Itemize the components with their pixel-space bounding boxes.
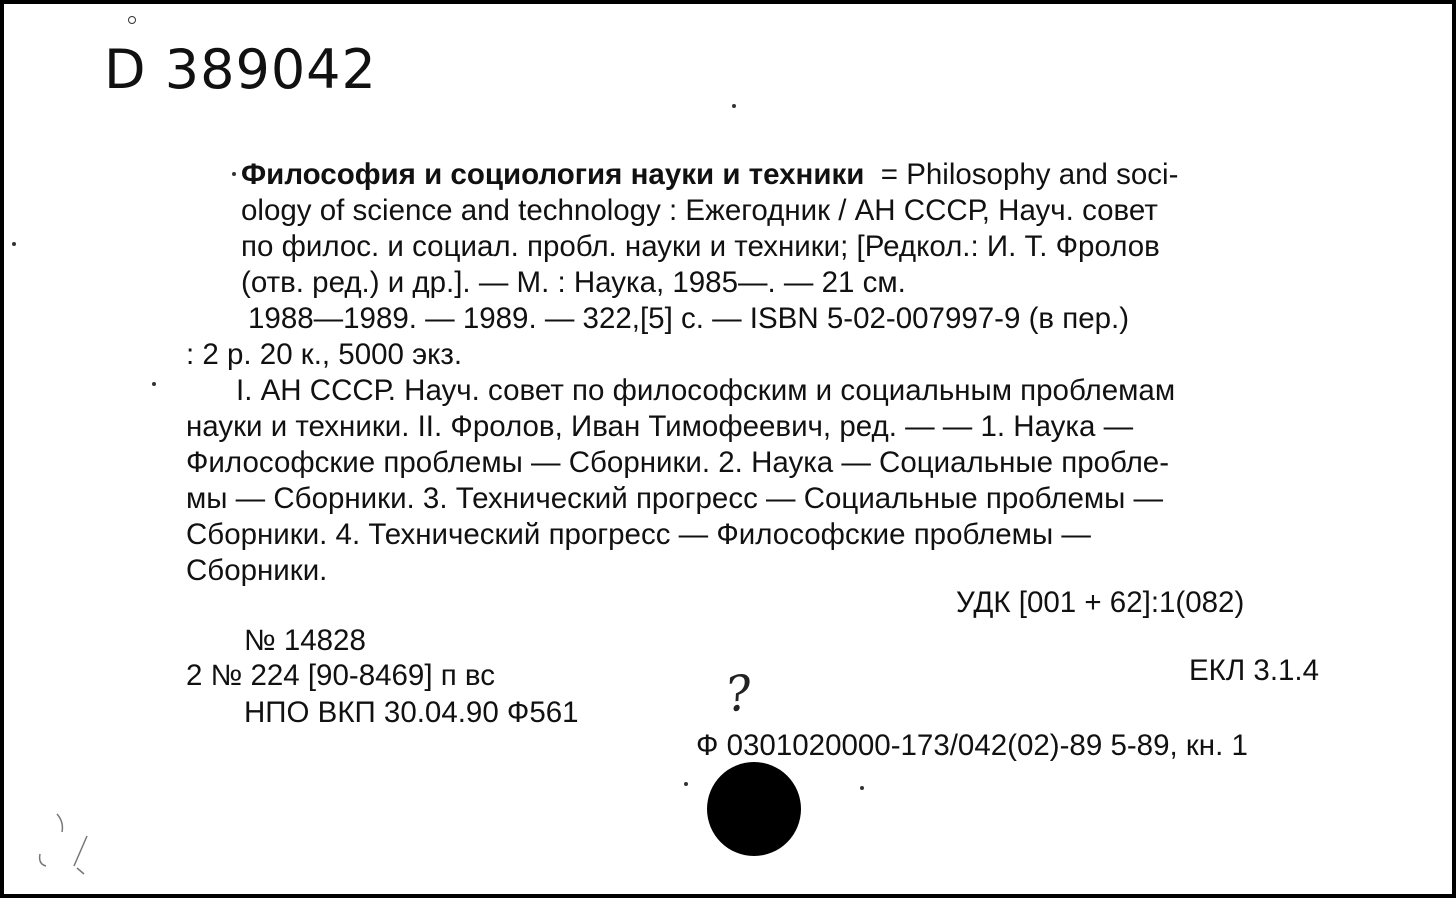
volume-line-2: : 2 р. 20 к., 5000 экз. [186,338,463,371]
card-punch-hole [707,762,801,856]
speck [152,382,156,386]
pencil-scribble [32,804,102,884]
volume-record [186,301,1354,373]
speck [232,172,236,176]
card-body [186,157,1354,589]
subject-line-4: мы — Сборники. 3. Технический прогресс — Социальные проблемы — [186,482,1164,515]
speck [128,16,136,24]
speck [860,786,864,790]
npo-line: НПО ВКП 30.04.90 Ф561 [244,696,579,729]
subject-headings [186,373,1354,589]
subject-line-1: I. АН СССР. Науч. совет по философским и социальным проблемам [236,374,1176,407]
bibliographic-record [186,157,1354,301]
udk-code: УДК [001 + 62]:1(082) [956,586,1245,619]
record-line-1: = Philosophy and soci- [880,158,1179,191]
catalog-number: D 389042 [104,38,377,101]
book-title: Философия и социология науки и техники [241,158,865,191]
subject-line-5: Сборники. 4. Технический прогресс — Философские проблемы — [186,518,1091,551]
subject-line-3: Философские проблемы — Сборники. 2. Наука — Социальные пробле- [186,446,1170,479]
inventory-number: № 14828 [244,624,366,657]
speck [732,104,736,108]
speck [12,242,16,246]
order-line: 2 № 224 [90-8469] п вс [186,659,495,692]
record-line-3: по филос. и социал. пробл. науки и техники; [Редкол.: И. Т. Фролов [241,230,1160,263]
volume-line-1: 1988—1989. — 1989. — 322,[5] с. — ISBN 5-02-007997-9 (в пер.) [248,302,1130,335]
speck [684,782,688,786]
handwritten-question-mark: ? [722,664,756,724]
subject-line-2: науки и техники. II. Фролов, Иван Тимофеевич, ред. — — 1. Наука — [186,410,1134,443]
ekl-code: ЕКЛ 3.1.4 [1189,654,1320,687]
subject-line-6: Сборники. [186,554,328,587]
classification-code: Ф 0301020000-173/042(02)-89 5-89, кн. 1 [696,729,1248,762]
record-line-2: ology of science and technology : Ежегодник / АН СССР, Науч. совет [241,194,1158,227]
record-line-4: (отв. ред.) и др.]. — М. : Наука, 1985—. — 21 см. [241,266,906,299]
